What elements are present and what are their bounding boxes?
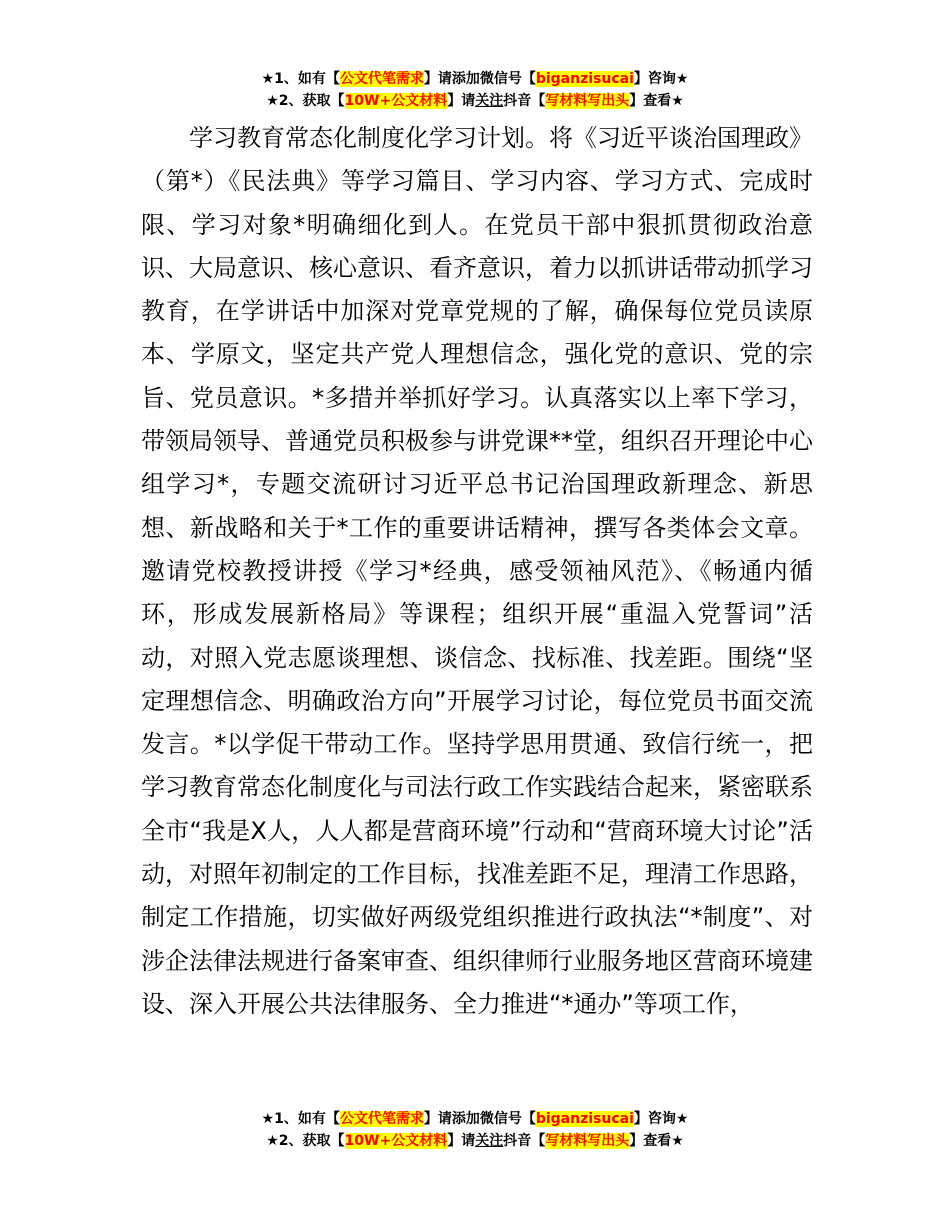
star-icon: ★ [671, 93, 684, 109]
highlight-wechat-id: biganzisucai [535, 71, 634, 87]
star-icon: ★ [266, 1133, 279, 1149]
highlight-service: 公文代笔需求 [339, 71, 424, 87]
footer-banner [0, 1108, 950, 1152]
star-icon: ★ [675, 71, 689, 87]
footer-line-2: ★2、获取【10W+公文材料】请关注抖音【写材料写出头】查看★ [266, 1133, 684, 1149]
highlight-materials: 10W+公文材料 [344, 1133, 448, 1149]
star-icon: ★ [671, 1133, 684, 1149]
highlight-wechat-id: biganzisucai [535, 1111, 634, 1127]
highlight-douyin: 写材料写出头 [545, 93, 630, 109]
highlight-douyin: 写材料写出头 [545, 1133, 630, 1149]
star-icon: ★ [261, 1111, 275, 1127]
header-line-1: ★1、如有【公文代笔需求】请添加微信号【biganzisucai】咨询★ [261, 71, 689, 87]
footer-line-1: ★1、如有【公文代笔需求】请添加微信号【biganzisucai】咨询★ [261, 1111, 689, 1127]
highlight-service: 公文代笔需求 [339, 1111, 424, 1127]
highlight-materials: 10W+公文材料 [344, 93, 448, 109]
header-line-2: ★2、获取【10W+公文材料】请关注抖音【写材料写出头】查看★ [266, 93, 684, 109]
header-banner [0, 68, 950, 112]
star-icon: ★ [675, 1111, 689, 1127]
document-body [141, 117, 813, 1026]
star-icon: ★ [266, 93, 279, 109]
star-icon: ★ [261, 71, 275, 87]
body-paragraph: 学习教育常态化制度化学习计划。将《习近平谈治国理政》（第*）《民法典》等学习篇目、学习内容、学习方式、完成时限、学习对象*明确细化到人。在党员干部中狠抓贯彻政治意识、大局意识、核心意识、看齐意识，着力以抓讲话带动抓学习教育，在学讲话中加深对党章党规的了解，确保每位党员读原本、学原文，坚定共产党人理想信念，强化党的意识、党的宗旨、党员意识。*多措并举抓好学习。认真落实以上率下学习，带领局领导、普通党员积极参与讲党课**堂，组织召开理论中心组学习*，专题交流研讨习近平总书记治国理政新理念、新思想、新战略和关于*工作的重要讲话精神，撰写各类体会文章。邀请党校教授讲授《学习*经典，感受领袖风范》、《畅通内循环，形成发展新格局》等课程；组织开展“重温入党誓词”活动，对照入党志愿谈理想、谈信念、找标准、找差距。围绕“坚定理想信念、明确政治方向”开展学习讨论，每位党员书面交流发言。*以学促干带动工作。坚持学思用贯通、致信行统一，把学习教育常态化制度化与司法行政工作实践结合起来，紧密联系全市“我是X人，人人都是营商环境”行动和“营商环境大讨论”活动，对照年初制定的工作目标，找准差距不足，理清工作思路，制定工作措施，切实做好两级党组织推进行政执法“*制度”、对涉企法律法规进行备案审查、组织律师行业服务地区营商环境建设、深入开展公共法律服务、全力推进“*通办”等项工作， [141, 124, 813, 1018]
